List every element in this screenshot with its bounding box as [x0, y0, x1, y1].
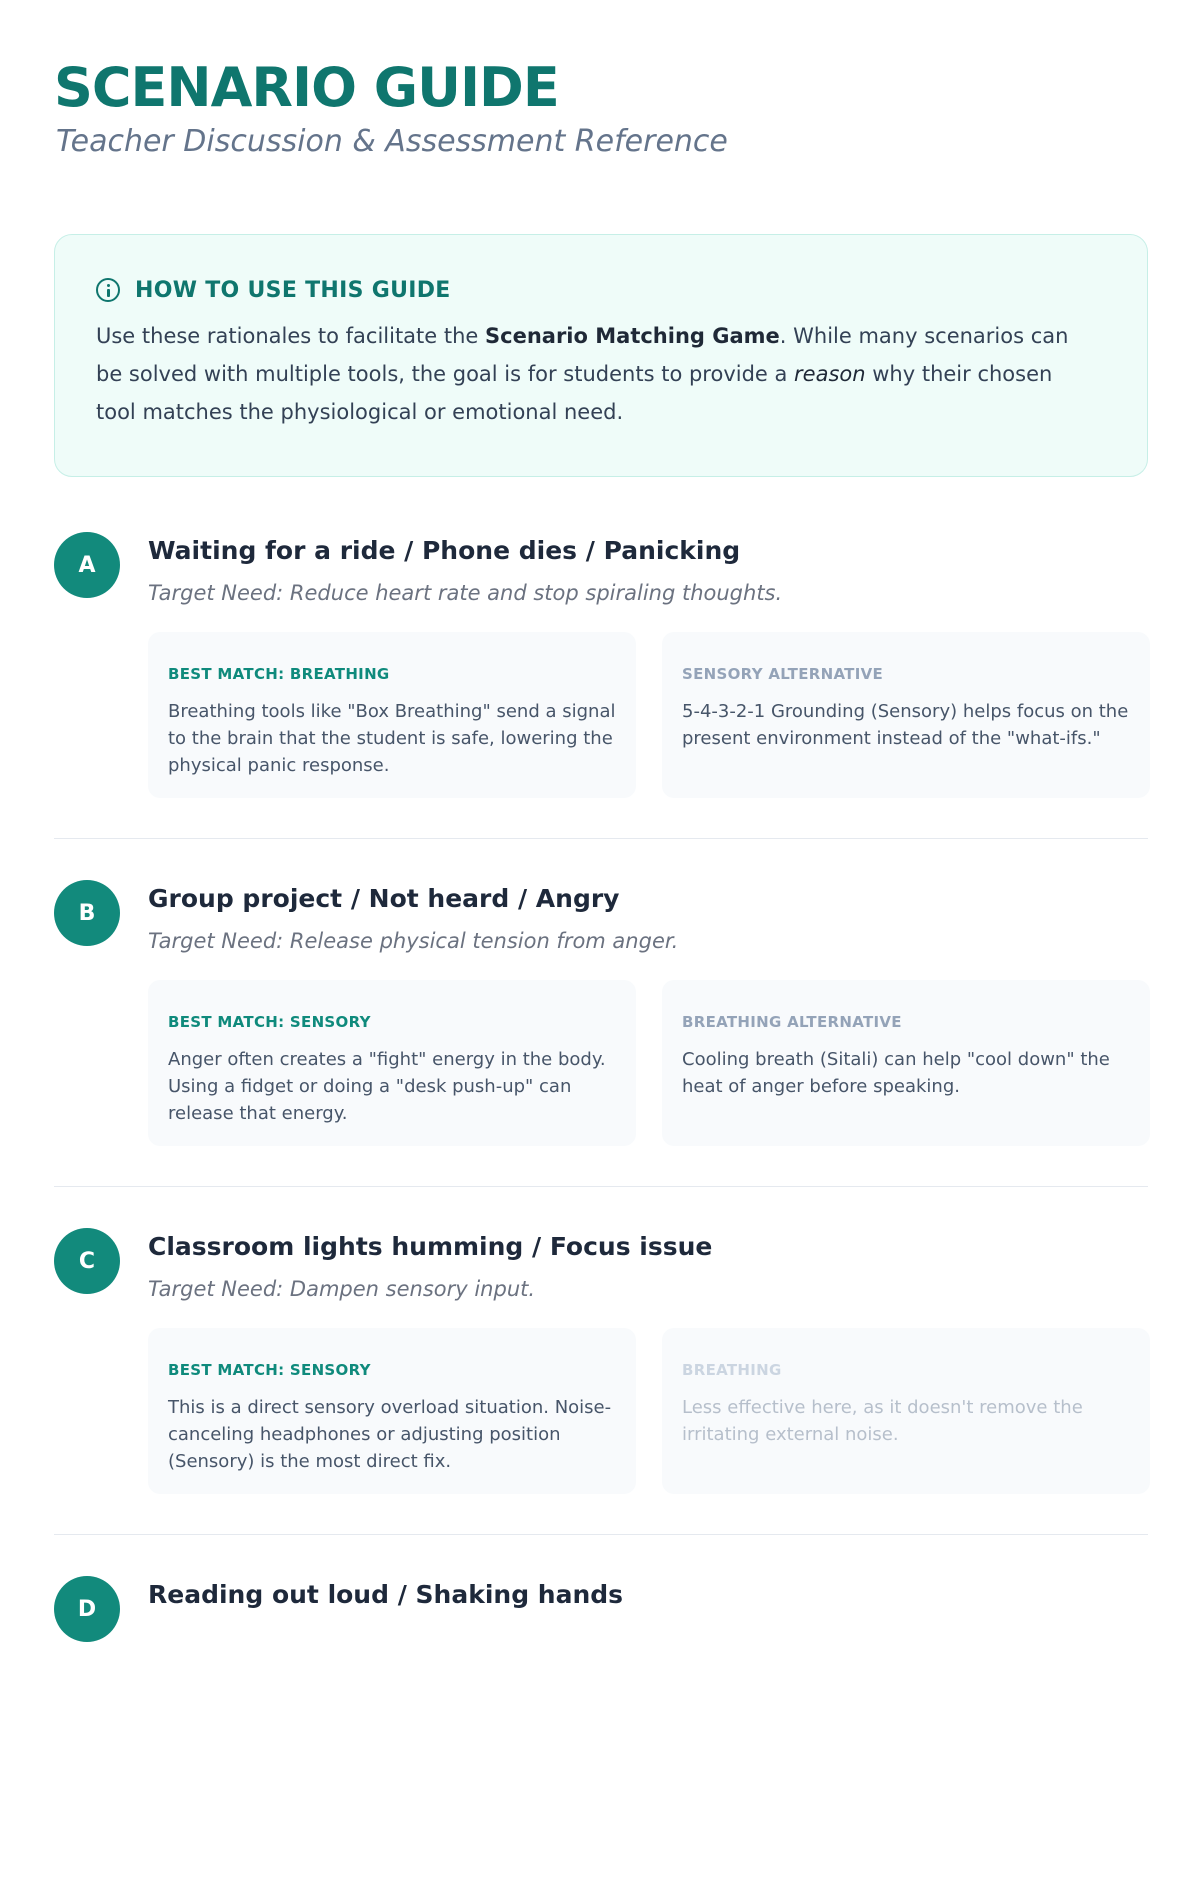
best-match-label: BEST MATCH: SENSORY: [168, 1013, 371, 1031]
alternative-text: 5-4-3-2-1 Grounding (Sensory) helps focus on the present environment instead of the "what-ifs.": [682, 701, 1129, 749]
alternative-label: BREATHING: [682, 1361, 782, 1379]
guide-title: HOW TO USE THIS GUIDE: [135, 277, 451, 303]
page-title: SCENARIO GUIDE: [54, 56, 559, 119]
best-match-card: [148, 632, 636, 798]
info-icon: [96, 278, 120, 302]
guide-text: [96, 317, 1096, 431]
guide-text-italic: reason: [794, 362, 866, 386]
scenario-title: Waiting for a ride / Phone dies / Panicking: [148, 536, 741, 565]
scenario-title: Reading out loud / Shaking hands: [148, 1580, 624, 1609]
best-match-card: [148, 980, 636, 1146]
scenario-c: [54, 1228, 1148, 1538]
guide-text-bold: Scenario Matching Game: [485, 324, 780, 348]
scenario-target-need: Target Need: Release physical tension from anger.: [148, 929, 679, 953]
scenario-target-need: Target Need: Dampen sensory input.: [148, 1277, 536, 1301]
best-match-text: Anger often creates a "fight" energy in the body. Using a fidget or doing a "desk push-up" can release that energy.: [168, 1049, 606, 1124]
scenario-b: [54, 880, 1148, 1190]
scenario-title: Group project / Not heard / Angry: [148, 884, 620, 913]
guide-text-part: . While many scenarios can be solved with multiple tools, the goal is for students to provide a: [96, 324, 1069, 386]
scenario-target-need: Target Need: Reduce heart rate and stop spiraling thoughts.: [148, 581, 783, 605]
best-match-text: Breathing tools like "Box Breathing" send a signal to the brain that the student is safe, lowering the physical panic response.: [168, 701, 616, 776]
divider: [54, 1186, 1148, 1187]
scenario-letter-badge: A: [54, 532, 120, 598]
scenario-title: Classroom lights humming / Focus issue: [148, 1232, 713, 1261]
how-to-use-box: [54, 234, 1148, 477]
alternative-text: Cooling breath (Sitali) can help "cool down" the heat of anger before speaking.: [682, 1049, 1110, 1097]
best-match-card: [148, 1328, 636, 1494]
guide-text-part: Use these rationales to facilitate the: [96, 324, 486, 348]
alternative-label: SENSORY ALTERNATIVE: [682, 665, 884, 683]
scenario-a: [54, 532, 1148, 842]
alternative-card: [662, 980, 1150, 1146]
best-match-label: BEST MATCH: SENSORY: [168, 1361, 371, 1379]
alternative-card-muted: [662, 1328, 1150, 1494]
scenario-letter-badge: C: [54, 1228, 120, 1294]
best-match-label: BEST MATCH: BREATHING: [168, 665, 390, 683]
divider: [54, 1534, 1148, 1535]
guide-header: [96, 275, 451, 305]
guide-text-part: why their chosen tool matches the physiological or emotional need.: [96, 362, 1053, 424]
alternative-card: [662, 632, 1150, 798]
best-match-text: This is a direct sensory overload situation. Noise-canceling headphones or adjusting position (Sensory) is the most direct fix.: [168, 1397, 612, 1472]
divider: [54, 838, 1148, 839]
scenario-letter-badge: D: [54, 1576, 120, 1642]
scenario-letter-badge: B: [54, 880, 120, 946]
alternative-text: Less effective here, as it doesn't remove the irritating external noise.: [682, 1397, 1083, 1445]
page-subtitle: Teacher Discussion & Assessment Reference: [56, 124, 728, 159]
scenario-d: [54, 1576, 1148, 1886]
alternative-label: BREATHING ALTERNATIVE: [682, 1013, 902, 1031]
